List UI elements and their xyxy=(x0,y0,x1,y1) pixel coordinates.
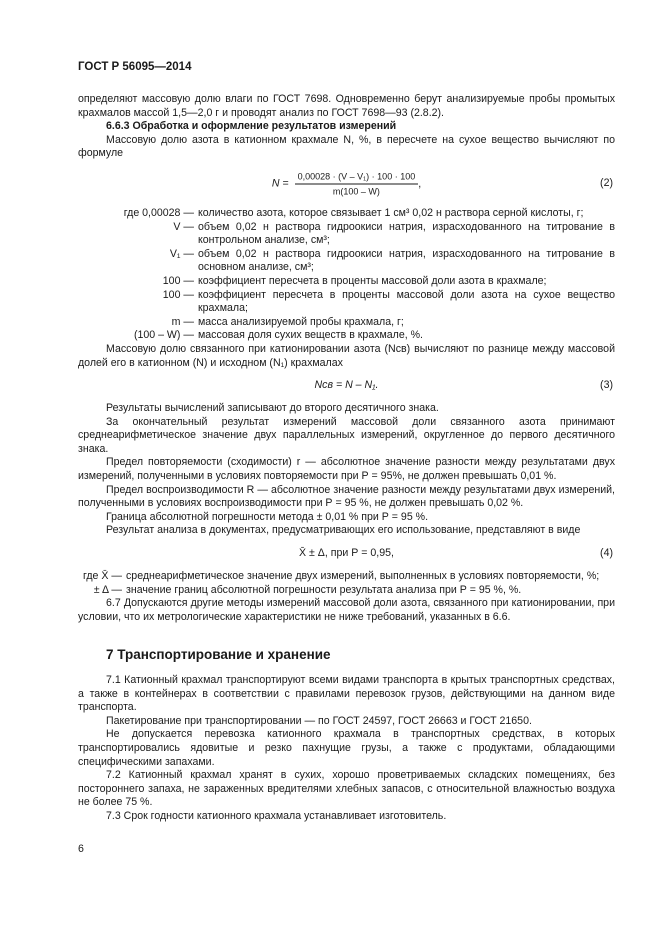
formula-3-expression: Nсв = N – N₁. xyxy=(314,379,379,392)
definition-text: объем 0,02 н раствора гидроокиси натрия, израсходованного на титрование в контрольном анализе, см³; xyxy=(198,220,615,247)
formula-3 xyxy=(78,376,615,396)
definition-row xyxy=(78,248,615,275)
definition-row xyxy=(78,329,615,343)
paragraph-reproducibility: Предел воспроизводимости R — абсолютное значение разности между результатами двух измерений, полученными в условиях воспроизводимости при Р = 95 %, не должен превышать 0,02 %. xyxy=(78,483,615,510)
paragraph-intro: определяют массовую долю влаги по ГОСТ 7698. Одновременно берут анализируемые пробы промытых крахмалов массой 1,5—2,0 г и проводят анализ по ГОСТ 7698—93 (2.8.2). xyxy=(78,93,615,119)
definition-row xyxy=(78,221,615,248)
definition-text: среднеарифметическое значение двух измерений, выполненных в условиях повторяемости, %; xyxy=(126,570,600,583)
paragraph-7-1: 7.1 Катионный крахмал транспортируют всеми видами транспорта в крытых транспортных средствах, а также в контейнерах в соответствии с правилами перевозок грузов, действующими на данном виде транспорта. xyxy=(78,674,615,714)
definitions-formula-4 xyxy=(78,570,615,597)
section-6-6-3-title: 6.6.3 Обработка и оформление результатов измерений xyxy=(106,120,397,133)
definitions-formula-2 xyxy=(78,207,615,343)
definition-row xyxy=(78,584,615,598)
paragraph-7-2: 7.2 Катионный крахмал хранят в сухих, хорошо проветриваемых складских помещениях, без постороннего запаха, не зараженных вредителями хлебных запасов, с относительной влажностью воздуха не более 75 %. xyxy=(78,769,615,809)
definition-text: массовая доля сухих веществ в крахмале, %. xyxy=(198,329,424,342)
paragraph-nitrogen-formula-intro: Массовую долю азота в катионном крахмале N, %, в пересчете на сухое вещество вычисляют по формуле xyxy=(78,133,615,160)
definition-row xyxy=(78,289,615,316)
formula-3-number: (3) xyxy=(600,379,613,392)
paragraph-result-presentation: Результат анализа в документах, предусматривающих его использование, представляют в виде xyxy=(106,524,581,537)
formula-2-denominator: m(100 – W) xyxy=(332,186,380,197)
paragraph-7-1-restriction: Не допускается перевозка катионного крахмала в транспортных средствах, в которых транспортировались ядовитые и резко пахнущие грузы, а также с продуктами, обладающими специфическими запахами. xyxy=(78,728,615,768)
definition-row xyxy=(78,275,615,289)
definition-symbol: V — xyxy=(173,220,194,233)
page-number: 6 xyxy=(78,843,84,855)
definition-row xyxy=(78,316,615,330)
document-body xyxy=(78,93,615,824)
paragraph-6-7: 6.7 Допускаются другие методы измерений массовой доли азота, связанного при катионировании, при условии, что их метрологические характеристики не ниже требований, указанных в 6.6. xyxy=(78,597,615,623)
formula-4-number: (4) xyxy=(600,547,613,560)
formula-2-expression xyxy=(78,170,615,197)
paragraph-bound-nitrogen: Массовую долю связанного при катионировании азота (Nсв) вычисляют по разнице между массовой долей его в катионном (N) и исходном (N₁) крахмалах xyxy=(78,342,615,369)
formula-2-numerator: 0,00028 · (V – V₁) · 100 · 100 xyxy=(295,170,419,184)
section-7-title: 7 Транспортирование и хранение xyxy=(106,647,331,663)
paragraph-7-3: 7.3 Срок годности катионного крахмала устанавливает изготовитель. xyxy=(106,809,447,822)
formula-2-lhs: N = xyxy=(271,177,289,190)
definition-text: значение границ абсолютной погрешности результата анализа при Р = 95 %, %. xyxy=(126,583,522,596)
formula-4 xyxy=(78,544,615,564)
definition-text: коэффициент пересчета в проценты массовой доли азота в крахмале; xyxy=(198,274,547,287)
definition-symbol: где X̄ — xyxy=(82,570,122,583)
definition-text: объем 0,02 н раствора гидроокиси натрия, израсходованного на титрование в основном анализе, см³; xyxy=(198,247,615,274)
definition-text: масса анализируемой пробы крахмала, г; xyxy=(198,315,404,328)
formula-2-number: (2) xyxy=(600,177,613,190)
definition-symbol: (100 – W) — xyxy=(133,329,194,342)
definition-text: коэффициент пересчета в проценты массовой доли азота на сухое вещество крахмала; xyxy=(198,288,615,315)
definition-row xyxy=(78,570,615,584)
paragraph-7-1-packaging: Пакетирование при транспортировании — по ГОСТ 24597, ГОСТ 26663 и ГОСТ 21650. xyxy=(106,714,532,727)
definition-row xyxy=(78,207,615,221)
paragraph-repeatability: Предел повторяемости (сходимости) r — абсолютное значение разности между результатами двух измерений, полученными в условиях повторяемости при Р = 95%, не должен превышать 0,01 %. xyxy=(78,456,615,483)
paragraph-results: Результаты вычислений записывают до второго десятичного знака. xyxy=(106,402,439,415)
formula-4-expression: X̄ ± Δ, при Р = 0,95, xyxy=(299,547,394,560)
definition-symbol: m — xyxy=(171,315,194,328)
definition-symbol: 100 — xyxy=(162,288,194,301)
formula-2 xyxy=(78,165,615,203)
paragraph-error-limit: Граница абсолютной погрешности метода ± 0,01 % при Р = 95 %. xyxy=(106,510,429,523)
definition-text: количество азота, которое связывает 1 см³ 0,02 н раствора серной кислоты, г; xyxy=(198,206,584,219)
document-header: ГОСТ Р 56095—2014 xyxy=(78,61,192,73)
definition-symbol: ± Δ — xyxy=(93,583,122,596)
definition-symbol: V₁ — xyxy=(169,247,194,260)
definition-symbol: 100 — xyxy=(162,274,194,287)
formula-2-tail: , xyxy=(418,177,422,190)
paragraph-final-result: За окончательный результат измерений массовой доли связанного азота принимают среднеарифметическое значение двух параллельных измерений, округленное до первого десятичного знака. xyxy=(78,415,615,455)
formula-2-fraction xyxy=(295,170,422,197)
definition-symbol: где 0,00028 — xyxy=(123,206,194,219)
